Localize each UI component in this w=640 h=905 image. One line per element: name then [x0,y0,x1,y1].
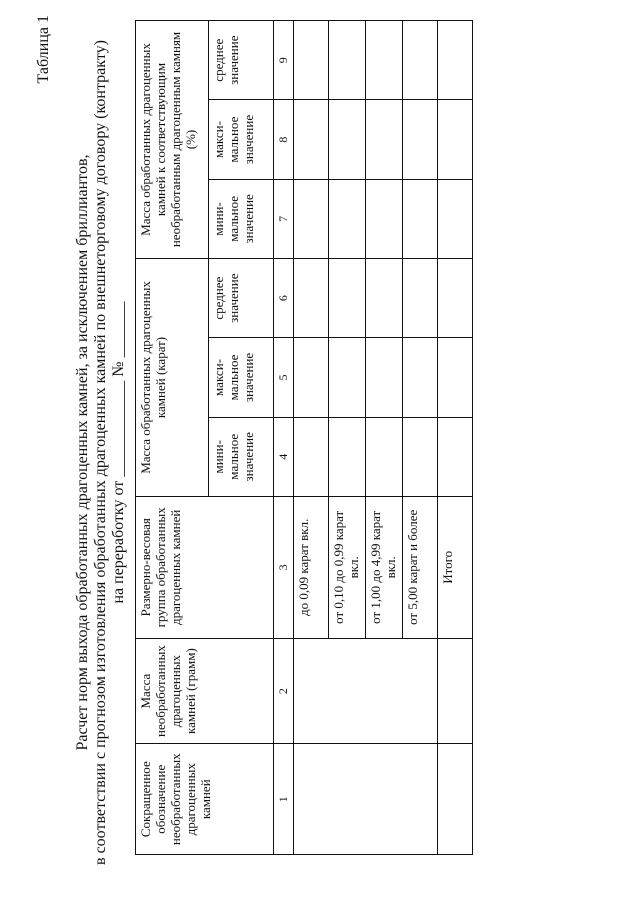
header-min-mass: мини-мальное значение [209,417,274,496]
header-min-pct: мини-мальное значение [209,179,274,258]
col-num: 3 [274,496,294,638]
total-label: Итого [438,496,473,638]
size-group-label: от 1,00 до 4,99 карат вкл. [366,496,403,638]
norms-table [135,20,473,855]
column-number-row [274,21,294,855]
title-line-1: Расчет норм выхода обработанных драгоценных камней, за исключением бриллиантов, [74,154,91,751]
col-num: 2 [274,638,294,744]
header-rough-mass: Масса необработанных драгоценных камней (грамм) [136,638,274,744]
col-num: 6 [274,259,294,338]
header-size-group: Размерно-весовая группа обработанных драгоценных камней [136,496,274,638]
total-row [438,21,473,855]
col-num: 5 [274,338,294,417]
col-num: 1 [274,744,294,855]
col-num: 4 [274,417,294,496]
table-caption: Таблица 1 [35,15,52,84]
col-num: 9 [274,21,294,100]
title-line-3: на переработку от ____________ № _______ [110,301,127,604]
header-avg-mass: среднее значение [209,259,274,338]
size-group-label: от 0,10 до 0,99 карат вкл. [329,496,366,638]
header-max-pct: макси-мальное значение [209,100,274,179]
title-line-2: в соответствии с прогнозом изготовления обработанных драгоценных камней по внешнеторговому договору (контракту) [92,40,109,865]
col-num: 7 [274,179,294,258]
header-max-mass: макси-мальное значение [209,338,274,417]
size-group-label: до 0,09 карат вкл. [294,496,329,638]
header-short-designation: Сокращенное обозначение необработанных драгоценных камней [136,744,274,855]
header-avg-pct: среднее значение [209,21,274,100]
size-group-label: от 5,00 карат и более [403,496,438,638]
table-row [294,21,329,855]
header-processed-percent: Масса обработанных драгоценных камней к соответствующим необработанным драгоценным камням (%) [136,21,209,259]
header-processed-mass: Масса обработанных драгоценных камней (карат) [136,259,209,497]
col-num: 8 [274,100,294,179]
